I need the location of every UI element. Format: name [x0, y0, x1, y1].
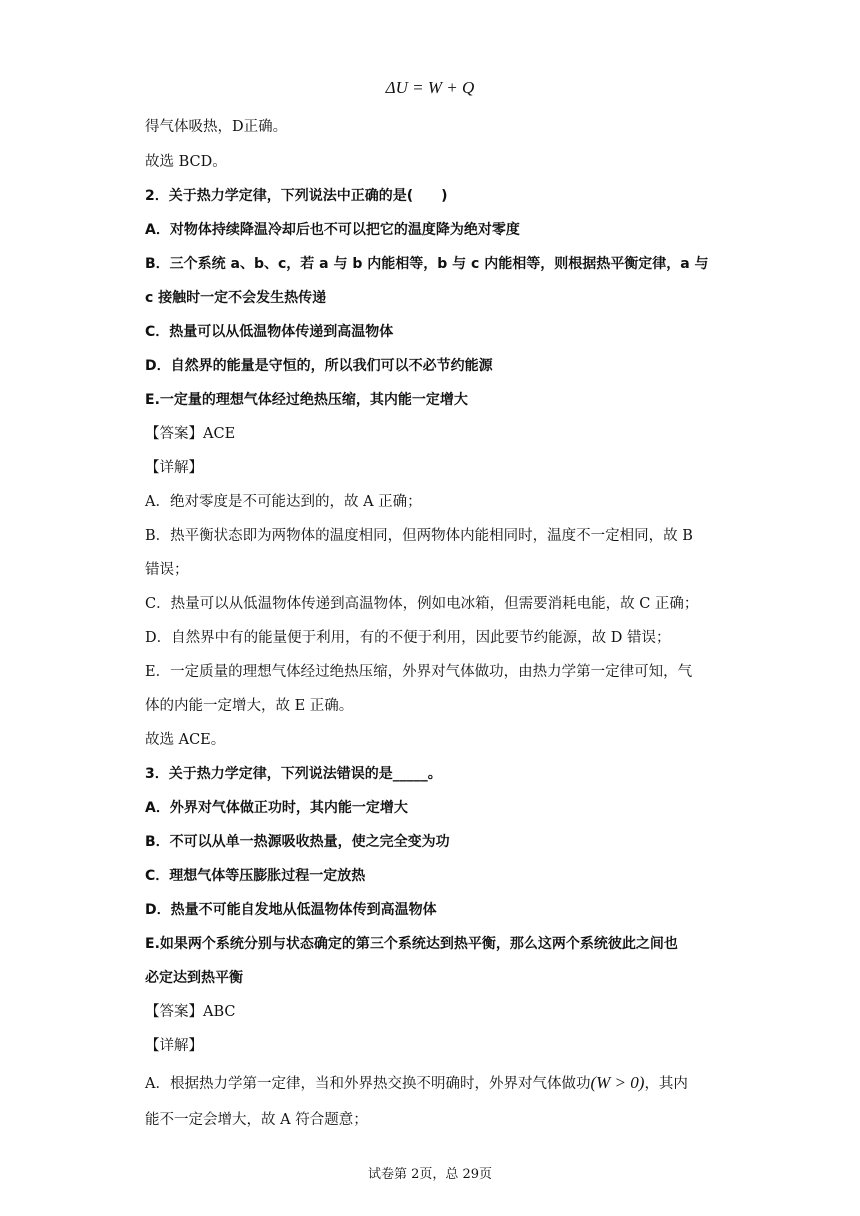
explanation-text: A．根据热力学第一定律，当和外界热交换不明确时，外界对气体做功 [145, 1076, 591, 1092]
option-c: C．热量可以从低温物体传递到高温物体 [145, 324, 394, 340]
option-b: B．不可以从单一热源吸收热量，使之完全变为功 [145, 834, 450, 850]
explanation-line: 体的内能一定增大，故 E 正确。 [145, 698, 354, 714]
question-2-stem: 2．关于热力学定律，下列说法中正确的是( ) [145, 188, 448, 204]
explanation-line: E．一定质量的理想气体经过绝热压缩，外界对气体做功，由热力学第一定律可知，气 [145, 664, 693, 680]
explanation-line: C．热量可以从低温物体传递到高温物体，例如电冰箱，但需要消耗电能，故 C 正确； [145, 596, 699, 612]
option-b: B．三个系统 a、b、c，若 a 与 b 内能相等，b 与 c 内能相等，则根据热平衡定律，a 与 [145, 256, 709, 272]
option-a: A．外界对气体做正功时，其内能一定增大 [145, 800, 408, 816]
inline-formula: (W > 0) [590, 1073, 645, 1092]
explanation-text: ，其内 [644, 1076, 688, 1092]
explanation-label: 【详解】 [145, 1038, 203, 1054]
text-line: 得气体吸热，D正确。 [145, 119, 288, 135]
text-line: 故选 BCD。 [145, 154, 227, 170]
option-d: D．热量不可能自发地从低温物体传到高温物体 [145, 902, 437, 918]
question-3-stem: 3．关于热力学定律，下列说法错误的是_____。 [145, 766, 442, 782]
explanation-line: A．绝对零度是不可能达到的，故 A 正确； [145, 494, 422, 510]
text-line: 故选 ACE。 [145, 732, 226, 748]
option-a: A．对物体持续降温冷却后也不可以把它的温度降为绝对零度 [145, 222, 520, 238]
explanation-line: 能不一定会增大，故 A 符合题意； [145, 1112, 368, 1128]
option-e: E.一定量的理想气体经过绝热压缩，其内能一定增大 [145, 392, 468, 408]
explanation-line: B．热平衡状态即为两物体的温度相同，但两物体内能相同时，温度不一定相同，故 B [145, 528, 693, 544]
explanation-line: 错误； [145, 562, 189, 578]
explanation-line [145, 1073, 688, 1094]
answer-label: 【答案】ABC [145, 1004, 236, 1020]
option-b-cont: c 接触时一定不会发生热传递 [145, 290, 327, 306]
option-d: D．自然界的能量是守恒的，所以我们可以不必节约能源 [145, 358, 493, 374]
option-e-cont: 必定达到热平衡 [145, 970, 243, 986]
explanation-label: 【详解】 [145, 460, 203, 476]
explanation-line: D．自然界中有的能量便于利用，有的不便于利用，因此要节约能源，故 D 错误； [145, 630, 671, 646]
page-footer: 试卷第 2页，总 29页 [367, 1167, 493, 1182]
answer-label: 【答案】ACE [145, 426, 236, 442]
formula: ΔU = W + Q [385, 78, 475, 97]
option-e: E.如果两个系统分别与状态确定的第三个系统达到热平衡，那么这两个系统彼此之间也 [145, 936, 678, 952]
option-c: C．理想气体等压膨胀过程一定放热 [145, 868, 366, 884]
